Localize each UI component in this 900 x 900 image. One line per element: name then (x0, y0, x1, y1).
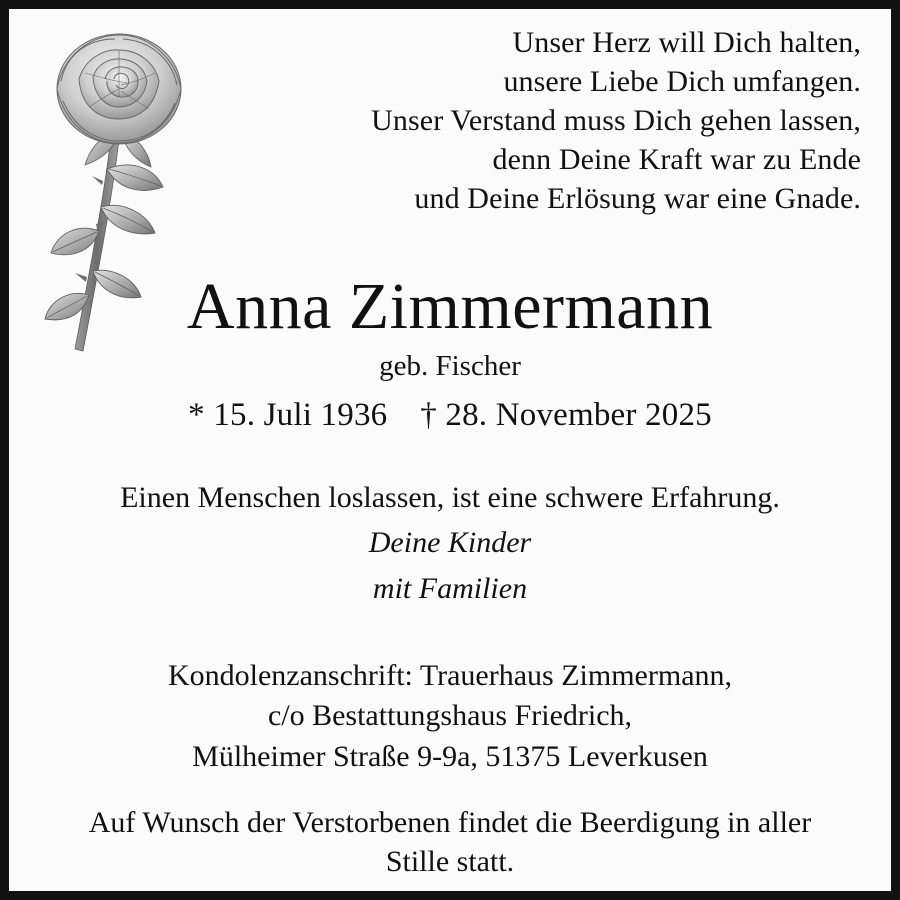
mourning-sentence: Einen Menschen loslassen, ist eine schwere Erfahrung. (120, 480, 780, 514)
deceased-name: Anna Zimmermann (186, 270, 714, 343)
maiden-name: geb. Fischer (379, 349, 521, 382)
verse-line-5: und Deine Erlösung war eine Gnade. (414, 182, 861, 215)
address-line-3: Mülheimer Straße 9-9a, 51375 Leverkusen (192, 739, 708, 773)
verse-line-2: unsere Liebe Dich umfangen. (503, 65, 861, 98)
death-date: 28. November 2025 (445, 396, 712, 433)
mourning-signature-1: Deine Kinder (368, 525, 532, 559)
address-line-1: Kondolenzanschrift: Trauerhaus Zimmermann, (167, 659, 733, 693)
death-symbol: † (420, 396, 437, 433)
mourning-signature-2: mit Familien (372, 571, 528, 605)
mourning-block (31, 478, 869, 608)
birth-date: 15. Juli 1936 (213, 396, 388, 433)
life-dates (31, 397, 869, 434)
condolence-address (31, 656, 869, 777)
deceased-block (31, 272, 869, 434)
verse-line-3: Unser Verstand muss Dich gehen lassen, (371, 104, 861, 137)
address-line-2: c/o Bestattungshaus Friedrich, (267, 699, 633, 733)
verse-block (231, 23, 869, 218)
verse-line-4: denn Deine Kraft war zu Ende (492, 143, 861, 176)
funeral-notice-line-2: Stille statt. (385, 844, 515, 878)
verse-line-1: Unser Herz will Dich halten, (512, 26, 861, 59)
birth-symbol: * (188, 396, 205, 433)
funeral-notice (31, 803, 869, 881)
notice-inner (9, 9, 891, 891)
funeral-notice-line-1: Auf Wunsch der Verstorbenen findet die Beerdigung in aller (88, 805, 812, 839)
